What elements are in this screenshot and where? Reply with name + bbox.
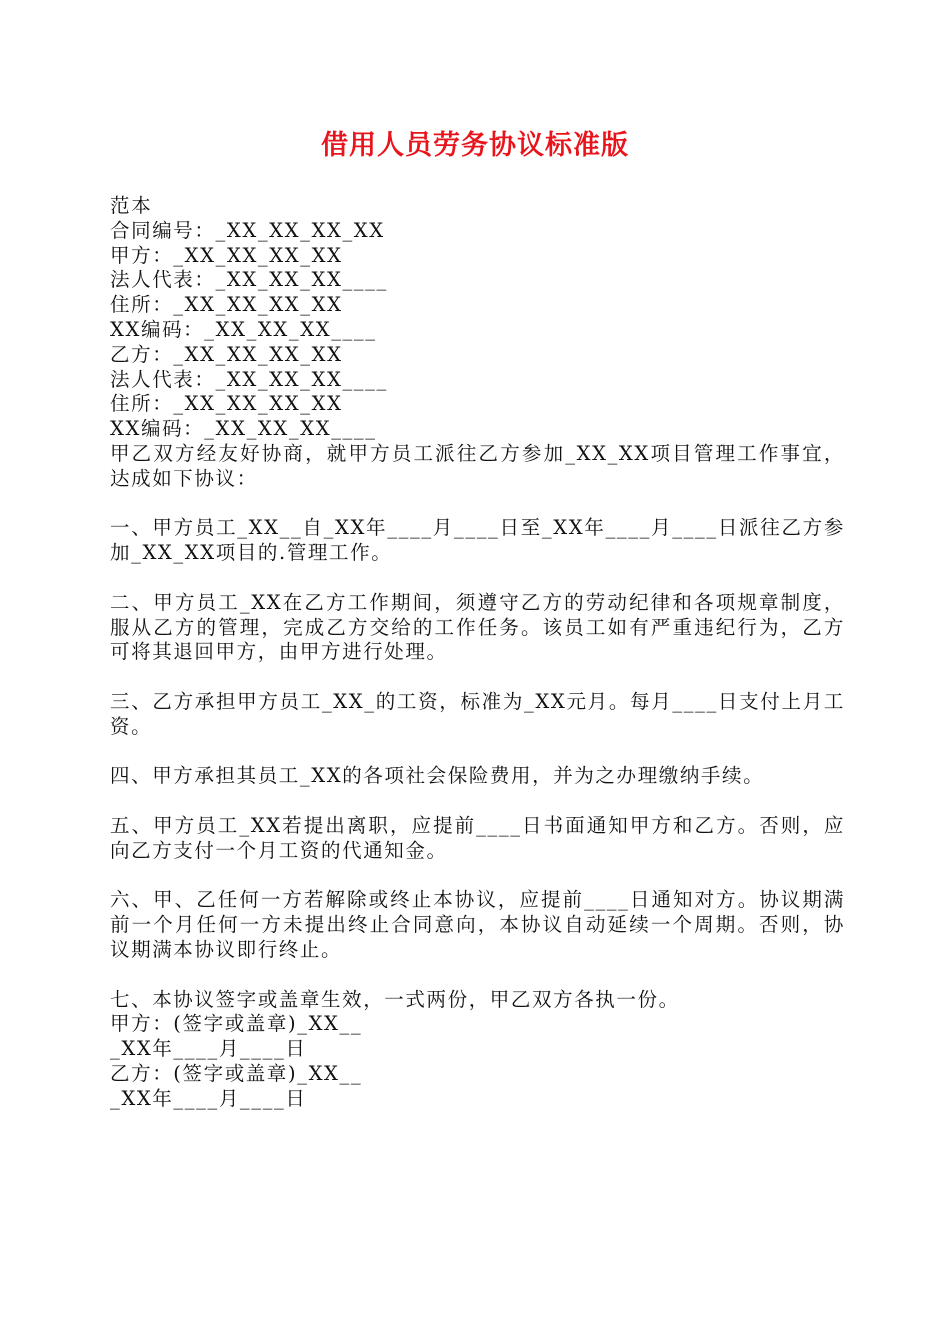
document-body: [110, 194, 845, 1111]
paragraph-spacer: [110, 740, 845, 765]
party-a-signature-line: 甲方：(签字或盖章)_XX__: [110, 1012, 363, 1036]
party-b-address-line: 住所：_XX_XX_XX_XX: [110, 392, 343, 416]
party-a-code-line: XX编码：_XX_XX_XX____: [110, 317, 377, 341]
party-b-date-line: _XX年____月____日: [110, 1086, 307, 1110]
intro-paragraph: 甲乙双方经友好协商，就甲方员工派往乙方参加_XX_XX项目管理工作事宜，达成如下协议：: [110, 441, 845, 490]
contract-number-line: 合同编号：_XX_XX_XX_XX: [110, 218, 385, 242]
paragraph-spacer: [110, 492, 845, 517]
clause-6: 六、甲、乙任何一方若解除或终止本协议，应提前____日通知对方。协议期满前一个月任何一方未提出终止合同意向，本协议自动延续一个周期。否则，协议期满本协议即行终止。: [110, 888, 845, 961]
document-title: 借用人员劳务协议标准版: [321, 130, 629, 161]
party-b-code-line: XX编码：_XX_XX_XX____: [110, 417, 377, 441]
party-a-date-line: _XX年____月____日: [110, 1037, 307, 1061]
clause-7: 七、本协议签字或盖章生效，一式两份，甲乙双方各执一份。: [110, 987, 680, 1011]
clause-3: 三、乙方承担甲方员工_XX_的工资，标准为_XX元月。每月____日支付上月工资。: [110, 689, 845, 738]
paragraph-spacer: [110, 963, 845, 988]
paragraph-spacer: [110, 665, 845, 690]
paragraph-spacer: [110, 789, 845, 814]
header-line: 范本: [110, 194, 153, 217]
party-a-line: 甲方：_XX_XX_XX_XX: [110, 243, 343, 267]
paragraph-spacer: [110, 566, 845, 591]
party-b-line: 乙方：_XX_XX_XX_XX: [110, 342, 343, 366]
party-a-representative-line: 法人代表：_XX_XX_XX____: [110, 268, 388, 292]
party-a-address-line: 住所：_XX_XX_XX_XX: [110, 293, 343, 317]
party-b-representative-line: 法人代表：_XX_XX_XX____: [110, 367, 388, 391]
clause-1: 一、甲方员工_XX__自_XX年____月____日至_XX年____月____日派往乙方参加_XX_XX项目的.管理工作。: [110, 516, 845, 565]
clause-4: 四、甲方承担其员工_XX的各项社会保险费用，并为之办理缴纳手续。: [110, 764, 765, 788]
party-b-signature-line: 乙方：(签字或盖章)_XX__: [110, 1061, 363, 1085]
clause-5: 五、甲方员工_XX若提出离职，应提前____日书面通知甲方和乙方。否则，应向乙方支付一个月工资的代通知金。: [110, 813, 845, 862]
clause-2: 二、甲方员工_XX在乙方工作期间，须遵守乙方的劳动纪律和各项规章制度，服从乙方的管理，完成乙方交给的工作任务。该员工如有严重违纪行为，乙方可将其退回甲方，由甲方进行处理。: [110, 590, 845, 664]
paragraph-spacer: [110, 864, 845, 889]
